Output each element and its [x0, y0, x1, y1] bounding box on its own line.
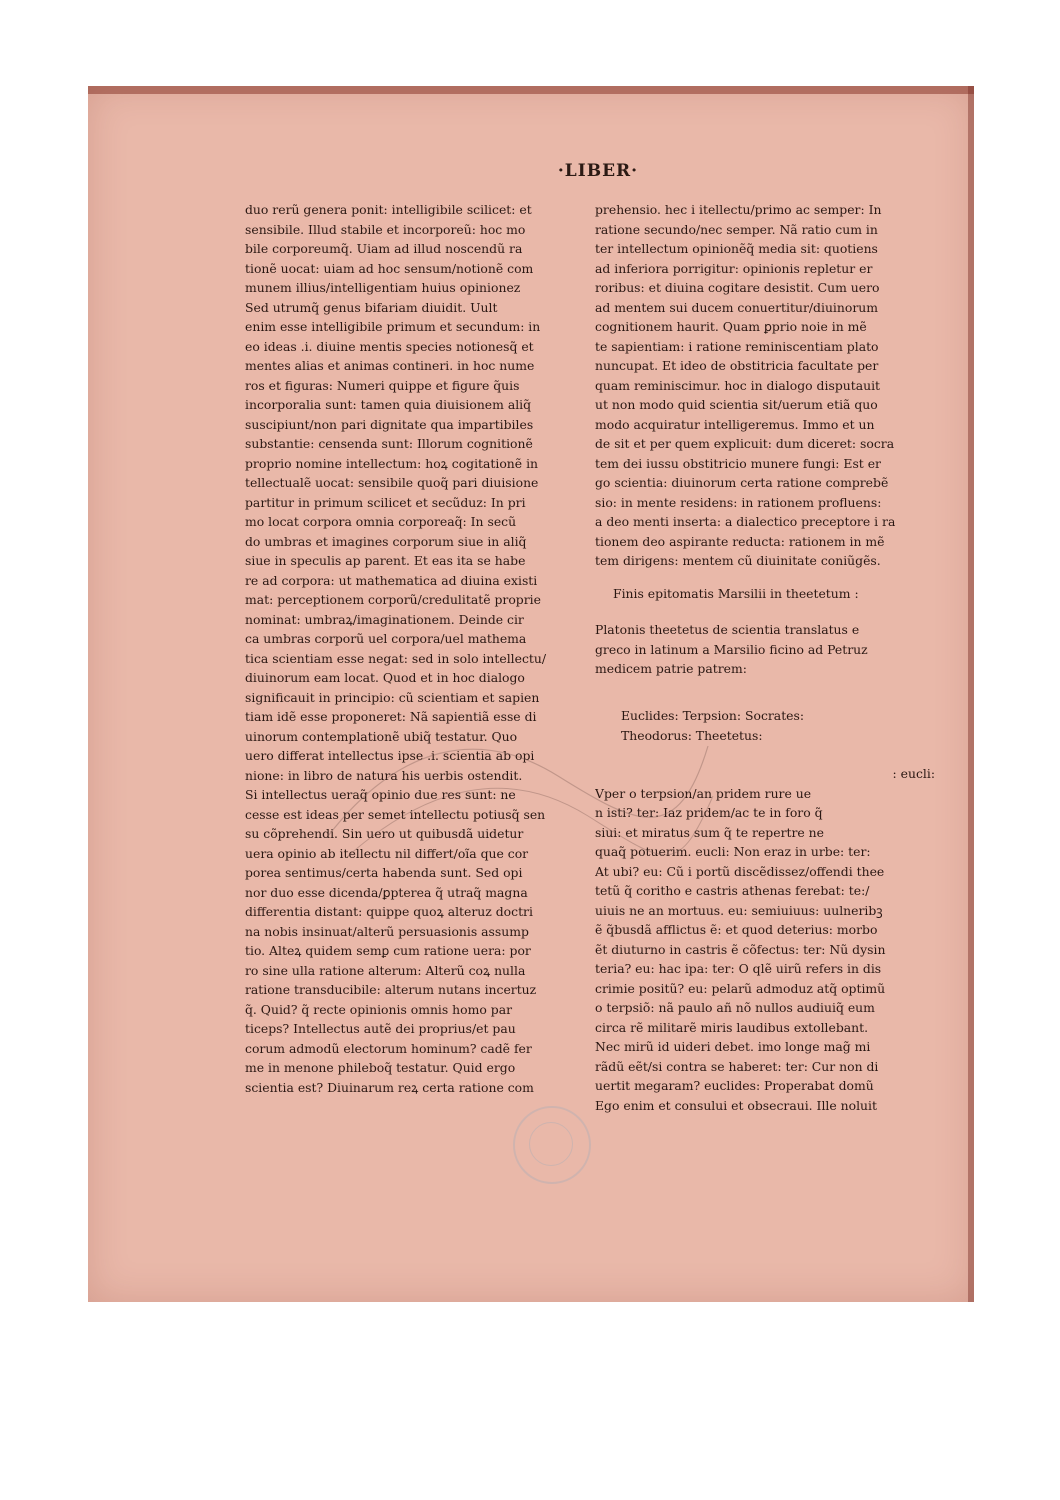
- text-line: cesse est ideas per semet intellectu potiusq̃ sen: [245, 806, 546, 822]
- text-line: ticeps? Intellectus autẽ dei proprius/et pau: [245, 1021, 516, 1036]
- speaker-line: Theodorus: Theetetus:: [621, 727, 763, 743]
- text-line: nominat: umbraꝝ/imaginationem. Deinde cir: [245, 611, 524, 627]
- text-line: q̃. Quid? q̃ recte opinionis omnis homo par: [245, 1001, 513, 1017]
- text-line: tiam idẽ esse proponeret: Nã sapientiã esse di: [245, 709, 537, 724]
- text-line: tica scientiam esse negat: sed in solo intellectu/: [245, 650, 547, 666]
- text-line: eo ideas .i. diuine mentis species notionesq̃ et: [245, 338, 534, 354]
- text-line: tellectualẽ uocat: sensibile quoq̃ pari diuisione: [245, 475, 539, 490]
- running-head: ·LIBER·: [557, 161, 639, 181]
- text-line: go scientia: diuinorum certa ratione comprebẽ: [595, 475, 889, 490]
- text-line: ut non modo quid scientia sit/uerum etiã quo: [595, 397, 878, 412]
- dialogue-line: o terpsiõ: nã paulo añ nõ nullos audiuiq̃ eum: [595, 1000, 875, 1015]
- dialogue-line: rãdũ eẽt/si contra se haberet: ter: Cur non di: [595, 1058, 879, 1074]
- dialogue-line: teria? eu: hac ipa: ter: O qlẽ uirũ refers in dis: [595, 961, 882, 976]
- text-line: ad inferiora porrigitur: opinionis repletur er: [595, 260, 873, 276]
- text-line: re ad corpora: ut mathematica ad diuina existi: [245, 572, 538, 588]
- text-line: roribus: et diuina cogitare desistit. Cum uero: [595, 280, 880, 295]
- title-block: [595, 620, 935, 679]
- text-line: tionem deo aspirante reducta: rationem in mẽ: [595, 533, 885, 549]
- text-line: Sed utrumq̃ genus bifariam diuidit. Uult: [245, 299, 498, 315]
- text-line: incorporalia sunt: tamen quia diuisionem aliq̃: [245, 397, 532, 412]
- text-line: do umbras et imagines corporum siue in aliq̃: [245, 533, 527, 549]
- text-line: mo locat corpora omnia corporeaq̃: In secũ: [245, 514, 517, 529]
- text-line: nor duo esse dicenda/ꝑpterea q̃ utraq̃ magna: [245, 884, 528, 900]
- text-line: nione: in libro de natura his uerbis ostendit.: [245, 767, 523, 783]
- text-line: ratione transducibile: alterum nutans incertuz: [245, 982, 537, 997]
- text-line: uero differat intellectus ipse .i. scientia ab opi: [245, 748, 535, 763]
- text-line: differentia distant: quippe quoꝝ alteruz doctri: [245, 904, 533, 919]
- text-line: tem dirigens: mentem cũ diuinitate coniũgẽs.: [595, 553, 881, 568]
- speaker-list: [621, 706, 921, 745]
- text-line: suscipiunt/non pari dignitate qua impartibiles: [245, 416, 534, 432]
- dialogue-line: uiuis ne an mortuus. eu: semiuiuus: uulneribꝫ: [595, 902, 883, 918]
- text-line: significauit in principio: cũ scientiam et sapien: [245, 689, 540, 705]
- text-line: ratione secundo/nec semper. Nã ratio cum in: [595, 221, 878, 237]
- dialogue-line: crimie positũ? eu: pelarũ admoduz atq̃ optimũ: [595, 980, 886, 996]
- dialogue-line: At ubi? eu: Cũ i portũ discẽdissez/offendi thee: [595, 863, 885, 879]
- dialogue-line: tetũ q̃ coritho e castris athenas ferebat: te:/: [595, 883, 870, 898]
- text-line: corum admodũ electorum hominum? cadẽ fer: [245, 1040, 532, 1056]
- text-line: proprio nomine intellectum: hoꝝ cogitationẽ in: [245, 455, 539, 471]
- text-line: substantie: censenda sunt: Illorum cognitionẽ: [245, 436, 533, 451]
- text-line: partitur in primum scilicet et secũduz: In pri: [245, 494, 526, 510]
- text-line: nuncupat. Et ideo de obstitricia facultate per: [595, 358, 879, 373]
- text-line: Si intellectus ueraq̃ opinio due res sunt: ne: [245, 787, 516, 802]
- library-stamp: [513, 1106, 591, 1184]
- text-line: scientia est? Diuinarum reꝝ certa ratione com: [245, 1079, 534, 1095]
- text-line: ca umbras corporũ uel corpora/uel mathema: [245, 631, 527, 646]
- colophon-line: Finis epitomatis Marsilii in theetetum :: [613, 586, 859, 601]
- text-line: siue in speculis ap parent. Et eas ita se habe: [245, 553, 526, 568]
- text-line: mentes alias et animas contineri. in hoc nume: [245, 358, 535, 373]
- dialogue-line: Vper o terpsion/an pridem rure ue: [595, 785, 812, 801]
- dialogue-line: uertit megaram? euclides: Properabat domũ: [595, 1078, 874, 1093]
- right-text-column-top: [595, 200, 935, 571]
- text-line: me in menone phileboq̃ testatur. Quid ergo: [245, 1060, 516, 1075]
- dialogue-line: : eucli:: [892, 766, 935, 781]
- text-line: ad mentem sui ducem conuertitur/diuinorum: [595, 299, 878, 315]
- left-text-column: [245, 200, 575, 1097]
- text-line: sio: in mente residens: in rationem profluens:: [595, 494, 882, 510]
- speaker-line: Euclides: Terpsion: Socrates:: [621, 708, 805, 723]
- title-line: medicem patrie patrem:: [595, 661, 747, 676]
- text-line: mat: perceptionem corporũ/credulitatẽ proprie: [245, 592, 541, 607]
- text-line: a deo menti inserta: a dialectico preceptore i ra: [595, 514, 896, 529]
- dialogue-line: n isti? ter: Iaz pridem/ac te in foro q̃: [595, 805, 823, 820]
- text-line: prehensio. hec i itellectu/primo ac semper: In: [595, 202, 882, 217]
- text-line: cognitionem haurit. Quam ꝑprio noie in mẽ: [595, 319, 867, 334]
- text-line: diuinorum eam locat. Quod et in hoc dialogo: [245, 670, 525, 685]
- book-page-scan: [88, 86, 974, 1302]
- dialogue-line: Ego enim et consului et obsecraui. Ille noluit: [595, 1097, 877, 1113]
- text-line: munem illius/intelligentiam huius opinionez: [245, 280, 521, 295]
- text-line: ro sine ulla ratione alterum: Alterũ coꝝ nulla: [245, 962, 526, 978]
- text-line: tio. Alteꝝ quidem semꝑ cum ratione uera: por: [245, 943, 531, 958]
- dialogue-line: ẽ q̃busdã afflictus ẽ: et quod deterius: morbo: [595, 922, 878, 937]
- dialogue-line: ẽt diuturno in castris ẽ cõfectus: ter: Nũ dysin: [595, 941, 886, 957]
- dialogue-line: quaq̃ potuerim. eucli: Non eraz in urbe: ter:: [595, 844, 871, 859]
- text-line: duo rerũ genera ponit: intelligibile scilicet: et: [245, 202, 532, 217]
- dialogue-line: circa rẽ militarẽ miris laudibus extollebant.: [595, 1019, 869, 1035]
- text-line: na nobis insinuat/alterũ persuasionis assump: [245, 923, 529, 939]
- text-line: enim esse intelligibile primum et secundum: in: [245, 319, 541, 334]
- text-line: bile corporeumq̃. Uiam ad illud noscendũ ra: [245, 241, 523, 256]
- text-line: de sit et per quem explicuit: dum diceret: socra: [595, 436, 895, 451]
- text-line: te sapientiam: i ratione reminiscentiam plato: [595, 338, 879, 354]
- text-line: uinorum contemplationẽ ubiq̃ testatur. Quo: [245, 728, 518, 744]
- text-line: tem dei iussu obstitricio munere fungi: Est er: [595, 455, 881, 471]
- text-line: ros et figuras: Numeri quippe et figure q̃uis: [245, 377, 520, 393]
- text-line: ter intellectum opinionẽq̃ media sit: quotiens: [595, 241, 878, 256]
- text-line: su cõprehendi. Sin uero ut quibusdã uidetur: [245, 826, 524, 841]
- text-line: quam reminiscimur. hoc in dialogo disputauit: [595, 377, 881, 393]
- text-line: porea sentimus/certa habenda sunt. Sed opi: [245, 865, 523, 880]
- title-line: Platonis theetetus de scientia translatus e: [595, 622, 860, 637]
- text-line: modo acquiratur intelligeremus. Immo et un: [595, 416, 875, 432]
- title-line: greco in latinum a Marsilio ficino ad Petruz: [595, 641, 868, 657]
- text-line: tionẽ uocat: uiam ad hoc sensum/notionẽ com: [245, 260, 534, 276]
- dialogue-text: [595, 764, 935, 1115]
- text-line: uera opinio ab itellectu nil differt/oĩa que cor: [245, 845, 529, 861]
- text-line: sensibile. Illud stabile et incorporeũ: hoc mo: [245, 221, 526, 237]
- dialogue-line: Nec mirũ id uideri debet. imo longe mag̃ mi: [595, 1039, 871, 1054]
- dialogue-line: siui: et miratus sum q̃ te repertre ne: [595, 824, 824, 840]
